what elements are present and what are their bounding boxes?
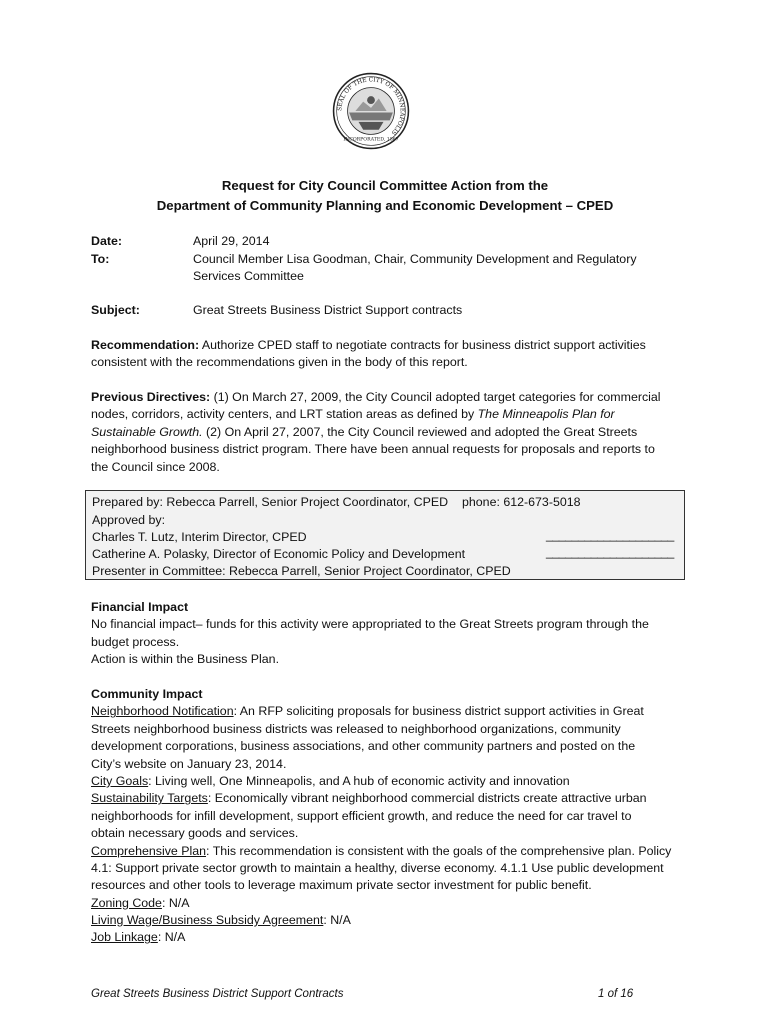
previous-directives-text-2: nodes, corridors, activity centers, and LRT station areas as defined by bbox=[91, 407, 478, 422]
sustainability-text-3: obtain necessary goods and services. bbox=[91, 826, 299, 841]
previous-directives-section bbox=[91, 389, 691, 476]
recommendation-text-1: Authorize CPED staff to negotiate contracts for business district support activities bbox=[199, 338, 646, 352]
subject-value: Great Streets Business District Support contracts bbox=[193, 303, 463, 317]
neighborhood-text-1: : An RFP soliciting proposals for business district support activities in Great bbox=[233, 704, 644, 719]
seal-date: INCORPORATED, 1867 bbox=[343, 137, 399, 143]
sustainability-text-1: : Economically vibrant neighborhood commercial districts create attractive urban bbox=[207, 791, 647, 806]
living-wage-label: Living Wage/Business Subsidy Agreement bbox=[91, 913, 324, 928]
footer-page-number: 1 of 16 bbox=[598, 988, 634, 1000]
approver-2: Catherine A. Polasky, Director of Economic Policy and Development bbox=[92, 547, 466, 561]
approved-by-label: Approved by: bbox=[92, 513, 166, 527]
previous-directives-text-1: (1) On March 27, 2009, the City Council adopted target categories for commercial bbox=[210, 390, 661, 404]
city-goals-text: : Living well, One Minneapolis, and A hub of economic activity and innovation bbox=[148, 773, 570, 788]
previous-directives-text-3: (2) On April 27, 2007, the City Council reviewed and adopted the Great Streets bbox=[202, 424, 638, 439]
neighborhood-text-2: Streets neighborhood business districts was released to neighborhood organizations, community bbox=[91, 721, 621, 736]
approver-1-signature-line: ____________________ bbox=[546, 528, 674, 542]
zoning-code-label: Zoning Code bbox=[91, 895, 162, 910]
comprehensive-plan-label: Comprehensive Plan bbox=[91, 843, 207, 858]
date-label: Date: bbox=[91, 234, 122, 248]
city-seal-logo bbox=[332, 72, 410, 150]
approver-2-signature-line: ____________________ bbox=[546, 545, 674, 559]
title-line-1: Request for City Council Committee Action from the bbox=[221, 178, 549, 193]
previous-directives-text-4: neighborhood business district program. There have been annual requests for proposals and reports to bbox=[91, 442, 655, 457]
recommendation-text-2: consistent with the recommendations given in the body of this report. bbox=[91, 355, 468, 370]
neighborhood-notification-label: Neighborhood Notification bbox=[91, 704, 234, 719]
comprehensive-plan-text-1: : This recommendation is consistent with the goals of the comprehensive plan. Policy bbox=[206, 843, 672, 858]
contacts-box bbox=[85, 490, 685, 580]
neighborhood-text-4: City’s website on January 23, 2014. bbox=[91, 756, 287, 771]
financial-impact-text-1: No financial impact– funds for this activity were appropriated to the Great Streets program through the bbox=[91, 617, 649, 632]
page-title bbox=[0, 176, 770, 215]
job-linkage-text: : N/A bbox=[157, 930, 186, 945]
financial-impact-section bbox=[91, 599, 691, 669]
financial-impact-text-3: Action is within the Business Plan. bbox=[91, 652, 280, 667]
presenter: Presenter in Committee: Rebecca Parrell, Senior Project Coordinator, CPED bbox=[92, 564, 511, 578]
neighborhood-text-3: development corporations, business associations, and other community partners and posted on the bbox=[91, 739, 636, 754]
approver-1: Charles T. Lutz, Interim Director, CPED bbox=[92, 530, 307, 544]
previous-directives-label: Previous Directives: bbox=[91, 390, 211, 404]
title-line-2: Department of Community Planning and Economic Development – CPED bbox=[156, 197, 614, 213]
to-line-1: Council Member Lisa Goodman, Chair, Community Development and Regulatory bbox=[193, 252, 637, 266]
financial-impact-text-2: budget process. bbox=[91, 634, 180, 649]
phone: phone: 612-673-5018 bbox=[462, 495, 581, 509]
date-value: April 29, 2014 bbox=[193, 234, 270, 248]
community-impact-section bbox=[91, 686, 691, 947]
comprehensive-plan-text-2: 4.1: Support private sector growth to maintain a healthy, diverse economy. 4.1.1 Use public development bbox=[91, 860, 664, 875]
footer-document-title: Great Streets Business District Support Contracts bbox=[91, 988, 344, 1000]
recommendation-section bbox=[91, 337, 691, 372]
to-line-2: Services Committee bbox=[193, 269, 304, 283]
job-linkage-label: Job Linkage bbox=[91, 930, 158, 945]
zoning-code-text: : N/A bbox=[161, 895, 190, 910]
to-label: To: bbox=[91, 252, 110, 266]
seal-text: SEAL OF THE CITY OF MINNEAPOLIS bbox=[337, 77, 405, 136]
sustainability-text-2: neighborhoods for infill development, support efficient growth, and reduce the need for car travel to bbox=[91, 808, 632, 823]
subject-label: Subject: bbox=[91, 303, 140, 317]
prepared-by: Prepared by: Rebecca Parrell, Senior Project Coordinator, CPED bbox=[92, 495, 449, 509]
living-wage-text: : N/A bbox=[323, 913, 351, 928]
financial-impact-heading: Financial Impact bbox=[91, 600, 189, 614]
comprehensive-plan-text-3: resources and other tools to leverage maximum private sector investment for public benefit. bbox=[91, 878, 592, 893]
city-goals-label: City Goals bbox=[91, 773, 149, 788]
plan-title-italic-cont: Sustainable Growth. bbox=[91, 424, 203, 439]
plan-title-italic: The Minneapolis Plan for bbox=[477, 407, 615, 422]
community-impact-heading: Community Impact bbox=[91, 687, 203, 701]
recommendation-label: Recommendation: bbox=[91, 338, 200, 352]
sustainability-targets-label: Sustainability Targets bbox=[91, 791, 208, 806]
previous-directives-text-5: the Council since 2008. bbox=[91, 459, 220, 474]
